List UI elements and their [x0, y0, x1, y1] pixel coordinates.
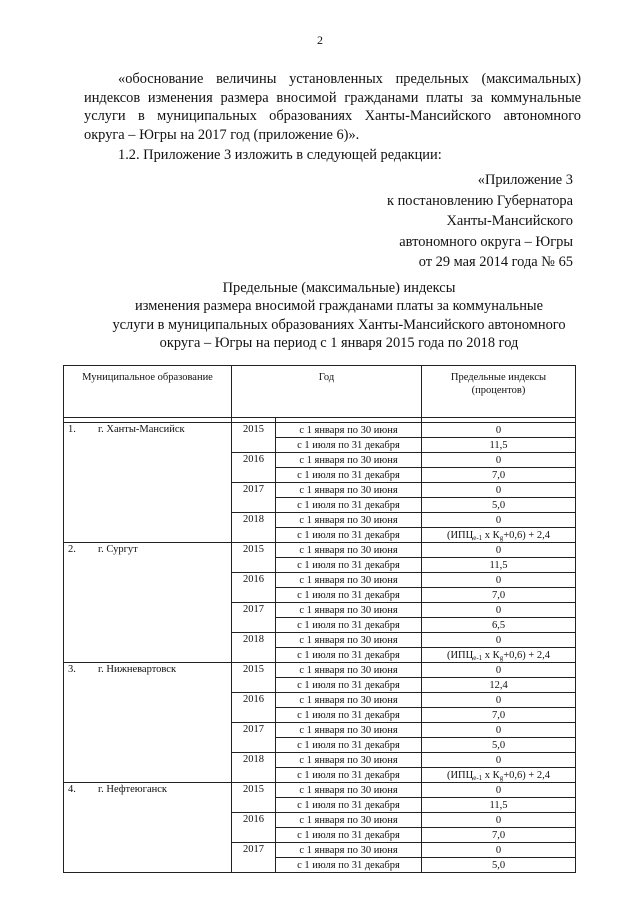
formula-subscript: e-1: [473, 653, 483, 662]
index-value-cell: ($ИПЦ_{e-1}$ х $К_g+0,6) + 2,4$: [422, 528, 576, 543]
index-table: [63, 365, 576, 873]
period-cell: с 1 июля по 31 декабря: [276, 558, 422, 573]
appendix-line: автономного округа – Югры: [399, 233, 573, 250]
period-cell: с 1 января по 30 июня: [276, 453, 422, 468]
table-title: [104, 279, 574, 352]
index-value-cell: 0: [422, 483, 576, 498]
year-cell: 2018: [232, 633, 276, 663]
row-number: 1.: [68, 424, 76, 435]
index-value-cell: 0: [422, 693, 576, 708]
period-cell: с 1 января по 30 июня: [276, 603, 422, 618]
municipality-cell: [64, 783, 232, 873]
index-value-cell: 0: [422, 813, 576, 828]
index-value-cell: 7,0: [422, 828, 576, 843]
period-cell: с 1 января по 30 июня: [276, 723, 422, 738]
period-cell: с 1 января по 30 июня: [276, 483, 422, 498]
year-cell: 2016: [232, 693, 276, 723]
year-cell: 2015: [232, 783, 276, 813]
appendix-line: от 29 мая 2014 года № 65: [418, 254, 573, 270]
index-value-cell: 0: [422, 663, 576, 678]
header-index: Предельные индексы (процентов): [422, 366, 576, 418]
index-value-cell: 11,5: [422, 798, 576, 813]
index-value-cell: 0: [422, 723, 576, 738]
year-cell: 2017: [232, 723, 276, 753]
title-line: Предельные (максимальные) индексы: [222, 280, 456, 296]
index-value-cell: 0: [422, 783, 576, 798]
table-row: [64, 423, 576, 438]
municipality-name: г. Нефтеюганск: [98, 784, 167, 795]
municipality-name: г. Нижневартовск: [98, 664, 177, 675]
index-value-cell: 0: [422, 753, 576, 768]
period-cell: с 1 января по 30 июня: [276, 813, 422, 828]
municipality-name: г. Ханты-Мансийск: [98, 424, 185, 435]
paragraph-amendment: 1.2. Приложение 3 изложить в следующей редакции:: [118, 147, 442, 163]
period-cell: с 1 июля по 31 декабря: [276, 648, 422, 663]
period-cell: с 1 июля по 31 декабря: [276, 468, 422, 483]
index-value-cell: 0: [422, 573, 576, 588]
period-cell: с 1 июля по 31 декабря: [276, 858, 422, 873]
period-cell: с 1 июля по 31 декабря: [276, 768, 422, 783]
index-value-cell: 11,5: [422, 558, 576, 573]
period-cell: с 1 января по 30 июня: [276, 663, 422, 678]
period-cell: с 1 июля по 31 декабря: [276, 438, 422, 453]
index-value-cell: 7,0: [422, 708, 576, 723]
index-value-cell: ($ИПЦ_{e-1}$ х $К_g+0,6) + 2,4$: [422, 648, 576, 663]
period-cell: с 1 января по 30 июня: [276, 423, 422, 438]
header-year: Год: [232, 366, 422, 418]
period-cell: с 1 июля по 31 декабря: [276, 528, 422, 543]
index-value-cell: 0: [422, 423, 576, 438]
period-cell: с 1 января по 30 июня: [276, 573, 422, 588]
appendix-line: «Приложение 3: [477, 172, 573, 188]
year-cell: 2016: [232, 453, 276, 483]
index-value-cell: 5,0: [422, 498, 576, 513]
year-cell: 2015: [232, 423, 276, 453]
year-cell: 2017: [232, 483, 276, 513]
index-value-cell: 7,0: [422, 468, 576, 483]
year-cell: 2017: [232, 603, 276, 633]
year-cell: 2017: [232, 843, 276, 873]
period-cell: с 1 июля по 31 декабря: [276, 828, 422, 843]
index-value-cell: 0: [422, 453, 576, 468]
index-value-cell: 5,0: [422, 738, 576, 753]
formula-subscript: e-1: [473, 533, 483, 542]
index-value-cell: 0: [422, 603, 576, 618]
title-line: изменения размера вносимой гражданами платы за коммунальные: [135, 298, 543, 315]
index-value-cell: 5,0: [422, 858, 576, 873]
index-value-cell: 7,0: [422, 588, 576, 603]
appendix-header: [313, 170, 573, 273]
index-value-cell: 0: [422, 633, 576, 648]
formula-subscript: g: [499, 653, 504, 662]
period-cell: с 1 июля по 31 декабря: [276, 588, 422, 603]
period-cell: с 1 июля по 31 декабря: [276, 798, 422, 813]
formula-subscript: g: [499, 773, 504, 782]
header-municipality: Муниципальное образование: [64, 366, 232, 418]
year-cell: 2018: [232, 513, 276, 543]
row-number: 4.: [68, 784, 76, 795]
period-cell: с 1 января по 30 июня: [276, 753, 422, 768]
municipality-name: г. Сургут: [98, 544, 138, 555]
appendix-line: Ханты-Мансийского: [446, 213, 573, 229]
table-body: [64, 418, 576, 873]
index-value-cell: 6,5: [422, 618, 576, 633]
formula-subscript: g: [499, 533, 504, 542]
municipality-cell: [64, 543, 232, 663]
municipality-cell: [64, 423, 232, 543]
title-line: округа – Югры на период с 1 января 2015 года по 2018 год: [159, 334, 519, 351]
row-number: 2.: [68, 544, 76, 555]
year-cell: 2015: [232, 663, 276, 693]
period-cell: с 1 января по 30 июня: [276, 543, 422, 558]
period-cell: с 1 июля по 31 декабря: [276, 618, 422, 633]
period-cell: с 1 января по 30 июня: [276, 513, 422, 528]
period-cell: с 1 июля по 31 декабря: [276, 678, 422, 693]
period-cell: с 1 июля по 31 декабря: [276, 738, 422, 753]
index-value-cell: 12,4: [422, 678, 576, 693]
paragraph-justification: «обоснование величины установленных предельных (максимальных) индексов изменения размера вносимой гражданами платы за коммунальные услуги в муниципальных образованиях Ханты-Мансийского автономного округа – Югры на 2017 год (приложение 6)».: [84, 71, 581, 143]
title-line: услуги в муниципальных образованиях Ханты-Мансийского автономного: [112, 316, 566, 333]
table-row: [64, 783, 576, 798]
year-cell: 2018: [232, 753, 276, 783]
index-value-cell: 0: [422, 543, 576, 558]
period-cell: с 1 января по 30 июня: [276, 843, 422, 858]
index-value-cell: 11,5: [422, 438, 576, 453]
period-cell: с 1 июля по 31 декабря: [276, 708, 422, 723]
table-row: [64, 543, 576, 558]
index-value-cell: 0: [422, 843, 576, 858]
year-cell: 2016: [232, 573, 276, 603]
period-cell: с 1 января по 30 июня: [276, 633, 422, 648]
index-value-cell: ($ИПЦ_{e-1}$ х $К_g+0,6) + 2,4$: [422, 768, 576, 783]
period-cell: с 1 июля по 31 декабря: [276, 498, 422, 513]
year-cell: 2015: [232, 543, 276, 573]
period-cell: с 1 января по 30 июня: [276, 693, 422, 708]
row-number: 3.: [68, 664, 76, 675]
formula-subscript: e-1: [473, 773, 483, 782]
municipality-cell: [64, 663, 232, 783]
index-value-cell: 0: [422, 513, 576, 528]
page-number: 2: [317, 33, 323, 47]
table-header-row: [64, 366, 576, 418]
appendix-line: к постановлению Губернатора: [387, 192, 573, 209]
period-cell: с 1 января по 30 июня: [276, 783, 422, 798]
table-row: [64, 663, 576, 678]
year-cell: 2016: [232, 813, 276, 843]
